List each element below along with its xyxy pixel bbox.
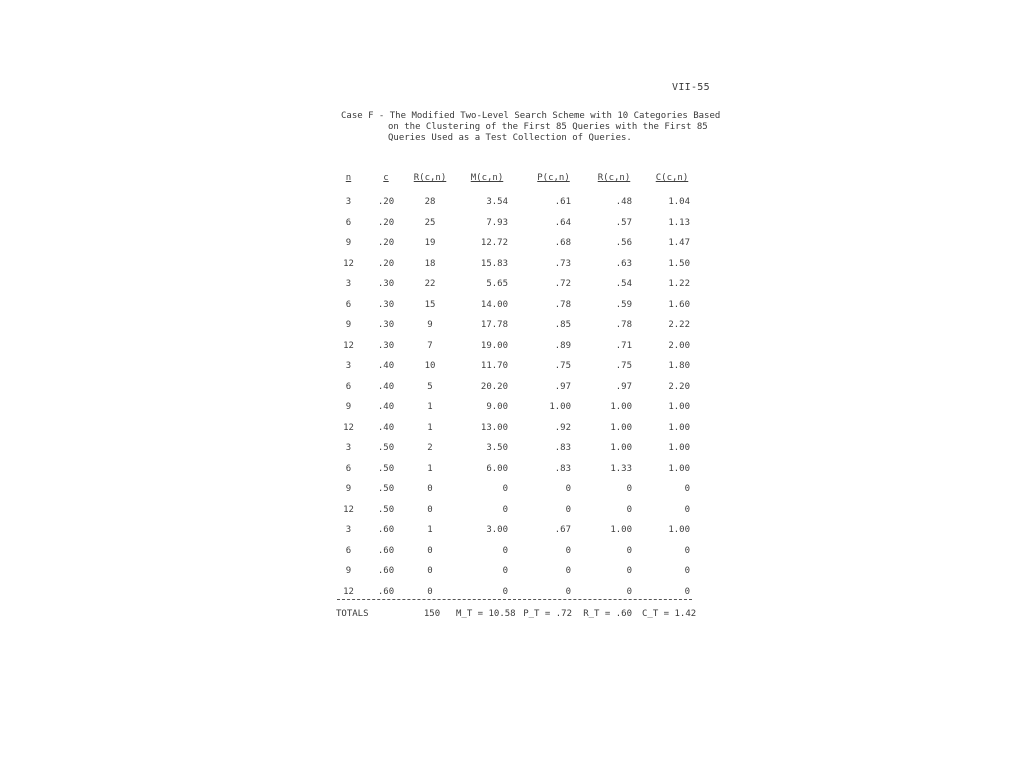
totals-r: R_T = .60: [583, 609, 632, 619]
table-cell-r: 10: [424, 361, 436, 371]
table-cell-cc: 1.22: [668, 279, 690, 289]
totals-divider: [337, 599, 692, 600]
header-r: R(c,n): [413, 173, 447, 183]
table-cell-m: 0: [502, 566, 508, 576]
table-cell-m: 12.72: [480, 238, 508, 248]
header-rc: R(c,n): [597, 173, 631, 183]
table-cell-r: 22: [424, 279, 436, 289]
table-cell-n: 6: [345, 381, 352, 392]
totals-c: C_T = 1.42: [642, 609, 697, 619]
table-cell-cc: 2.20: [668, 381, 690, 392]
table-cell-n: 12: [343, 258, 354, 269]
table-cell-n: 6: [345, 299, 352, 310]
table-cell-rc: .78: [615, 320, 632, 330]
table-cell-m: 17.78: [480, 320, 508, 330]
header-m: M(c,n): [470, 173, 504, 183]
table-cell-cc: 0: [684, 566, 690, 576]
table-cell-n: 12: [343, 340, 354, 351]
table-cell-c: .30: [377, 340, 395, 351]
table-cell-c: .60: [377, 545, 395, 556]
table-cell-r: 19: [424, 238, 436, 248]
table-cell-cc: 1.47: [668, 238, 690, 248]
table-row: [336, 464, 692, 485]
table-cell-m: 15.83: [480, 258, 508, 269]
table-cell-m: 5.65: [486, 279, 508, 289]
table-cell-cc: 0: [684, 545, 690, 556]
table-cell-p: 1.00: [549, 402, 571, 412]
table-cell-r: 0: [427, 566, 433, 576]
table-cell-r: 18: [424, 258, 436, 269]
table-cell-rc: 1.00: [610, 525, 632, 535]
table-cell-p: 0: [565, 586, 571, 597]
table-cell-r: 1: [427, 422, 433, 433]
table-cell-p: .73: [554, 258, 571, 269]
table-cell-r: 0: [427, 545, 433, 556]
table-cell-m: 7.93: [486, 217, 508, 228]
table-row: [336, 238, 692, 259]
table-cell-rc: 1.00: [610, 443, 632, 453]
table-cell-n: 12: [343, 504, 354, 515]
table-cell-cc: 1.00: [668, 443, 690, 453]
table-cell-m: 6.00: [486, 463, 508, 474]
table-cell-rc: .75: [615, 361, 632, 371]
table-cell-n: 12: [343, 586, 354, 597]
table-cell-n: 6: [345, 545, 352, 556]
table-cell-c: .30: [377, 299, 395, 310]
table-cell-c: .40: [377, 381, 395, 392]
table-cell-rc: .63: [615, 258, 632, 269]
table-cell-rc: .57: [615, 217, 632, 228]
table-cell-p: .83: [554, 463, 571, 474]
table-cell-rc: .56: [615, 238, 632, 248]
table-cell-n: 3: [345, 443, 352, 453]
table-row: [336, 505, 692, 526]
table-row: [336, 341, 692, 362]
table-cell-p: .92: [554, 422, 571, 433]
table-cell-cc: 1.50: [668, 258, 690, 269]
table-cell-m: 3.54: [486, 197, 508, 207]
table-cell-m: 19.00: [480, 340, 508, 351]
header-cc: C(c,n): [655, 173, 689, 183]
table-cell-rc: .97: [615, 381, 632, 392]
table-cell-cc: 1.80: [668, 361, 690, 371]
table-cell-cc: 1.04: [668, 197, 690, 207]
table-cell-rc: .59: [615, 299, 632, 310]
table-cell-c: .60: [377, 525, 395, 535]
caption-line: Case F - The Modified Two-Level Search Scheme with 10 Categories Based: [341, 111, 721, 121]
results-table: [336, 173, 692, 607]
table-cell-m: 0: [502, 586, 508, 597]
table-cell-p: .68: [554, 238, 571, 248]
totals-label: TOTALS: [336, 609, 369, 619]
table-cell-c: .20: [377, 238, 395, 248]
table-row: [336, 484, 692, 505]
table-cell-n: 3: [345, 525, 352, 535]
table-cell-p: .75: [554, 361, 571, 371]
table-cell-c: .60: [377, 586, 395, 597]
table-cell-m: 20.20: [480, 381, 508, 392]
table-cell-rc: .71: [615, 340, 632, 351]
table-cell-n: 3: [345, 279, 352, 289]
table-row: [336, 423, 692, 444]
table-cell-m: 11.70: [480, 361, 508, 371]
table-cell-m: 0: [502, 504, 508, 515]
table-row: [336, 382, 692, 403]
table-cell-m: 13.00: [480, 422, 508, 433]
table-cell-r: 1: [427, 402, 433, 412]
table-cell-n: 9: [345, 320, 352, 330]
table-cell-cc: 1.00: [668, 463, 690, 474]
table-cell-n: 3: [345, 361, 352, 371]
table-cell-p: .64: [554, 217, 571, 228]
table-cell-rc: 0: [626, 586, 632, 597]
table-row: [336, 402, 692, 423]
caption-line: on the Clustering of the First 85 Queries with the First 85: [388, 122, 708, 132]
table-cell-n: 6: [345, 217, 352, 228]
table-cell-r: 7: [427, 340, 433, 351]
header-n: n: [345, 173, 352, 183]
table-cell-n: 12: [343, 422, 354, 433]
table-cell-c: .60: [377, 566, 395, 576]
table-cell-r: 1: [427, 525, 433, 535]
table-cell-r: 28: [424, 197, 436, 207]
caption-line: Queries Used as a Test Collection of Queries.: [388, 133, 632, 143]
table-cell-cc: 1.00: [668, 525, 690, 535]
table-cell-cc: 0: [684, 484, 690, 494]
table-cell-r: 9: [427, 320, 433, 330]
table-row: [336, 197, 692, 218]
table-row: [336, 525, 692, 546]
table-cell-c: .20: [377, 197, 395, 207]
table-cell-p: .67: [554, 525, 571, 535]
totals-row: [336, 609, 697, 623]
table-cell-cc: 1.00: [668, 422, 690, 433]
table-cell-c: .40: [377, 422, 395, 433]
page-number: VII-55: [672, 82, 710, 93]
table-cell-m: 3.00: [486, 525, 508, 535]
table-cell-cc: 2.22: [668, 320, 690, 330]
table-cell-r: 0: [427, 586, 433, 597]
table-cell-p: .97: [554, 381, 571, 392]
table-cell-n: 9: [345, 484, 352, 494]
table-cell-cc: 2.00: [668, 340, 690, 351]
table-cell-p: 0: [565, 504, 571, 515]
table-row: [336, 361, 692, 382]
table-row: [336, 443, 692, 464]
table-cell-n: 9: [345, 238, 352, 248]
table-cell-r: 15: [424, 299, 436, 310]
table-cell-r: 0: [427, 484, 433, 494]
table-cell-m: 3.50: [486, 443, 508, 453]
table-cell-n: 9: [345, 566, 352, 576]
header-c: c: [383, 173, 389, 183]
table-cell-m: 0: [502, 545, 508, 556]
table-cell-p: 0: [565, 484, 571, 494]
table-cell-r: 25: [424, 217, 436, 228]
table-cell-c: .20: [377, 217, 395, 228]
table-row: [336, 300, 692, 321]
totals-p: P_T = .72: [523, 609, 572, 619]
table-cell-c: .40: [377, 361, 395, 371]
table-cell-cc: 1.60: [668, 299, 690, 310]
table-cell-rc: 0: [626, 504, 632, 515]
table-cell-p: .85: [554, 320, 571, 330]
table-cell-r: 1: [427, 463, 433, 474]
table-cell-c: .30: [377, 320, 395, 330]
table-row: [336, 546, 692, 567]
table-cell-r: 2: [427, 443, 433, 453]
table-cell-r: 0: [427, 504, 433, 515]
table-row: [336, 566, 692, 587]
table-cell-c: .20: [377, 258, 395, 269]
table-header-row: [336, 173, 692, 197]
table-cell-cc: 0: [684, 504, 690, 515]
table-cell-p: .83: [554, 443, 571, 453]
table-cell-cc: 1.13: [668, 217, 690, 228]
table-cell-c: .50: [377, 463, 395, 474]
table-cell-cc: 0: [684, 586, 690, 597]
table-cell-rc: 0: [626, 566, 632, 576]
table-cell-rc: .48: [615, 197, 632, 207]
table-cell-n: 9: [345, 402, 352, 412]
table-cell-c: .50: [377, 504, 395, 515]
table-row: [336, 320, 692, 341]
table-cell-n: 6: [345, 463, 352, 474]
totals-sum: 150: [423, 609, 441, 619]
table-cell-c: .40: [377, 402, 395, 412]
table-row: [336, 587, 692, 608]
table-cell-rc: 0: [626, 484, 632, 494]
table-cell-rc: 1.33: [610, 463, 632, 474]
table-cell-p: 0: [565, 566, 571, 576]
table-cell-r: 5: [427, 381, 433, 392]
table-cell-rc: .54: [615, 279, 632, 289]
table-cell-p: .72: [554, 279, 571, 289]
table-cell-rc: 1.00: [610, 422, 632, 433]
table-cell-p: .61: [554, 197, 571, 207]
table-cell-c: .50: [377, 484, 395, 494]
table-cell-p: .78: [554, 299, 571, 310]
table-cell-n: 3: [345, 197, 352, 207]
table-cell-m: 9.00: [486, 402, 508, 412]
totals-m: M_T = 10.58: [456, 609, 516, 619]
table-cell-c: .50: [377, 443, 395, 453]
table-cell-rc: 0: [626, 545, 632, 556]
table-caption: [341, 111, 721, 144]
table-cell-rc: 1.00: [610, 402, 632, 412]
table-row: [336, 218, 692, 239]
table-cell-p: 0: [565, 545, 571, 556]
table-cell-m: 0: [502, 484, 508, 494]
table-row: [336, 259, 692, 280]
table-row: [336, 279, 692, 300]
table-cell-c: .30: [377, 279, 395, 289]
header-p: P(c,n): [537, 173, 570, 183]
table-cell-p: .89: [554, 340, 571, 351]
table-cell-m: 14.00: [480, 299, 508, 310]
table-cell-cc: 1.00: [668, 402, 690, 412]
